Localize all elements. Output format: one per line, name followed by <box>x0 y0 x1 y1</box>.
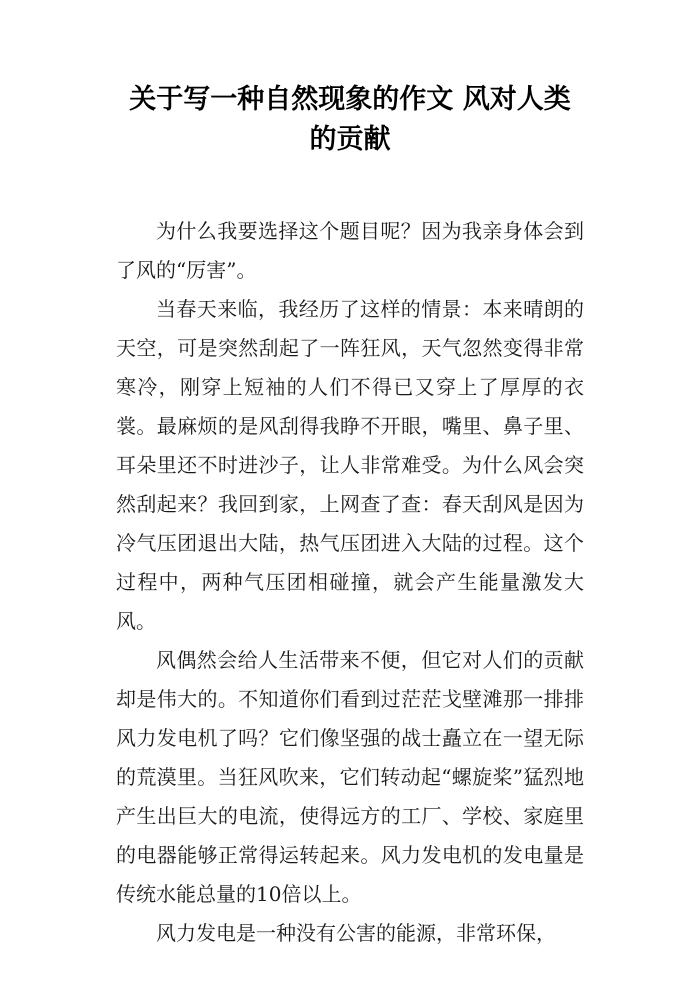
paragraph-3: 风偶然会给人生活带来不便，但它对人们的贡献却是伟大的。不知道你们看到过茫茫戈壁滩那一排排风力发电机了吗？它们像坚强的战士矗立在一望无际的荒漠里。当狂风吹来，它们转动起“螺旋桨”猛烈地产生出巨大的电流，使得远方的工厂、学校、家庭里的电器能够正常得运转起来。风力发电机的发电量是传统水能总量的10倍以上。 <box>116 648 584 906</box>
title-line-1: 关于写一种自然现象的作文 风对人类 <box>129 84 571 115</box>
paragraph-1: 为什么我要选择这个题目呢？因为我亲身体会到了风的“厉害”。 <box>116 219 584 282</box>
document-body <box>116 212 584 953</box>
title-line-2: 的贡献 <box>309 124 391 155</box>
paragraph-2: 当春天来临，我经历了这样的情景：本来晴朗的天空，可是突然刮起了一阵狂风，天气忽然变得非常寒冷，刚穿上短袖的人们不得已又穿上了厚厚的衣裳。最麻烦的是风刮得我睁不开眼，嘴里、鼻子里、耳朵里还不时进沙子，让人非常难受。为什么风会突然刮起来？我回到家，上网查了查：春天刮风是因为冷气压团退出大陆，热气压团进入大陆的过程。这个过程中，两种气压团相碰撞，就会产生能量激发大风。 <box>116 297 584 633</box>
document-title <box>100 80 600 160</box>
paragraph-4: 风力发电是一种没有公害的能源，非常环保， <box>156 921 556 945</box>
